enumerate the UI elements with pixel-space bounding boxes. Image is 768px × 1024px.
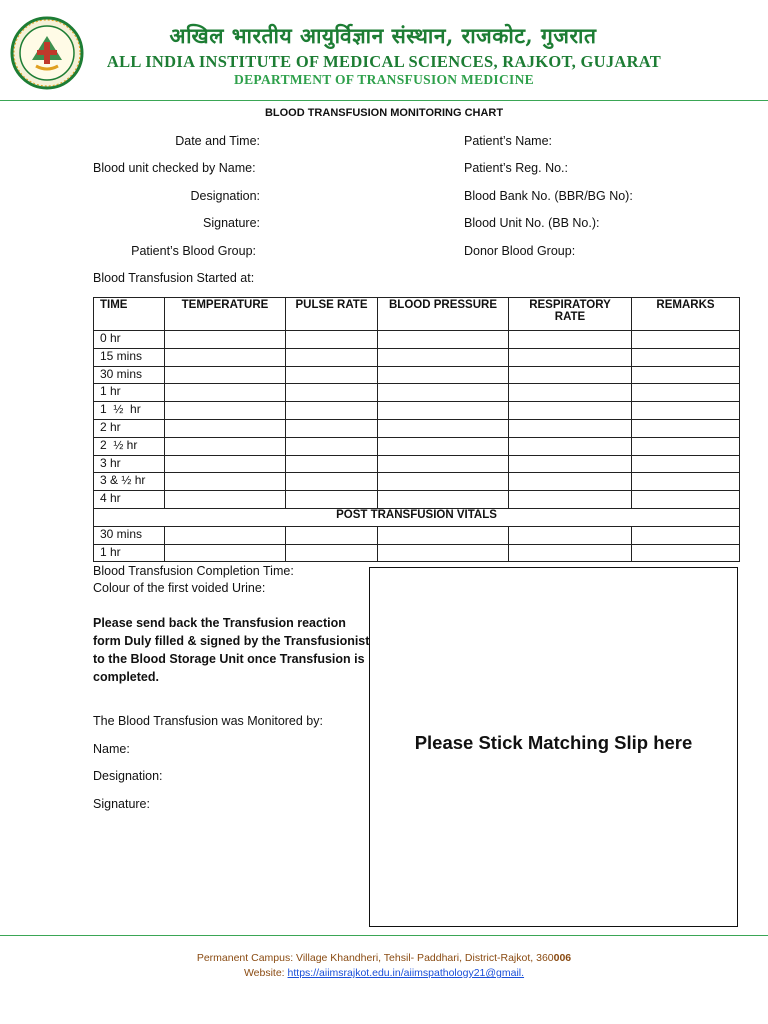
table-row xyxy=(94,366,740,384)
col-header-time: TIME xyxy=(94,298,165,331)
respiratory-cell[interactable] xyxy=(509,544,632,562)
temperature-cell[interactable] xyxy=(165,331,286,349)
time-cell: 0 hr xyxy=(94,331,165,349)
vitals-table xyxy=(93,297,740,562)
website-label: Website: xyxy=(243,967,288,979)
website-line xyxy=(0,967,768,979)
time-cell: 1 hr xyxy=(94,544,165,562)
table-row xyxy=(94,331,740,349)
bp-cell[interactable] xyxy=(378,544,509,562)
patient-blood-group-label: Patient’s Blood Group: xyxy=(131,244,256,258)
respiratory-cell[interactable] xyxy=(509,402,632,420)
urine-colour-label: Colour of the first voided Urine: xyxy=(93,581,266,595)
time-cell: 1 ½ hr xyxy=(94,402,165,420)
campus-address-text: Permanent Campus: Village Khandheri, Tehsil- Paddhari, District-Rajkot, 360 xyxy=(196,952,554,964)
respiratory-cell[interactable] xyxy=(509,419,632,437)
pulse-cell[interactable] xyxy=(286,419,378,437)
table-header-row xyxy=(94,298,740,331)
respiratory-cell[interactable] xyxy=(509,366,632,384)
bp-cell[interactable] xyxy=(378,331,509,349)
institute-title: ALL INDIA INSTITUTE OF MEDICAL SCIENCES, RAJKOT, GUJARAT xyxy=(106,52,662,71)
pulse-cell[interactable] xyxy=(286,491,378,509)
pulse-cell[interactable] xyxy=(286,526,378,544)
remarks-cell[interactable] xyxy=(632,544,740,562)
col-header-blood-pressure: BLOOD PRESSURE xyxy=(378,298,509,331)
remarks-cell[interactable] xyxy=(632,348,740,366)
temperature-cell[interactable] xyxy=(165,348,286,366)
time-cell: 30 mins xyxy=(94,366,165,384)
bp-cell[interactable] xyxy=(378,419,509,437)
respiratory-cell[interactable] xyxy=(509,437,632,455)
time-cell: 2 hr xyxy=(94,419,165,437)
col-header-temperature: TEMPERATURE xyxy=(165,298,286,331)
temperature-cell[interactable] xyxy=(165,419,286,437)
table-row xyxy=(94,544,740,562)
temperature-cell[interactable] xyxy=(165,455,286,473)
time-cell: 1 hr xyxy=(94,384,165,402)
patient-reg-label: Patient’s Reg. No.: xyxy=(464,161,568,175)
table-row xyxy=(94,526,740,544)
remarks-cell[interactable] xyxy=(632,526,740,544)
blood-unit-no-label: Blood Unit No. (BB No.): xyxy=(464,216,600,230)
table-row xyxy=(94,473,740,491)
return-form-note: Please send back the Transfusion reaction form Duly filled & signed by the Transfusionist to the Blood Storage Unit once Transfusion is completed. xyxy=(93,616,370,684)
bp-cell[interactable] xyxy=(378,455,509,473)
website-link[interactable]: https://aiimsrajkot.edu.in/aiimspathology21@gmail. xyxy=(287,967,525,979)
monitor-name-label: Name: xyxy=(93,742,130,756)
remarks-cell[interactable] xyxy=(632,419,740,437)
date-time-label: Date and Time: xyxy=(175,134,260,148)
bp-cell[interactable] xyxy=(378,491,509,509)
footer-divider xyxy=(0,935,768,936)
temperature-cell[interactable] xyxy=(165,491,286,509)
time-cell: 30 mins xyxy=(94,526,165,544)
post-transfusion-header-row xyxy=(94,508,740,526)
time-cell: 3 & ½ hr xyxy=(94,473,165,491)
table-row xyxy=(94,455,740,473)
hindi-title: अखिल भारतीय आयुर्विज्ञान संस्थान, राजकोट, गुजरात xyxy=(169,23,597,48)
bp-cell[interactable] xyxy=(378,384,509,402)
remarks-cell[interactable] xyxy=(632,331,740,349)
donor-blood-group-label: Donor Blood Group: xyxy=(464,244,576,258)
bp-cell[interactable] xyxy=(378,402,509,420)
respiratory-cell[interactable] xyxy=(509,384,632,402)
time-cell: 3 hr xyxy=(94,455,165,473)
temperature-cell[interactable] xyxy=(165,366,286,384)
pulse-cell[interactable] xyxy=(286,366,378,384)
blood-bank-no-label: Blood Bank No. (BBR/BG No): xyxy=(464,189,633,203)
pulse-cell[interactable] xyxy=(286,473,378,491)
pulse-cell[interactable] xyxy=(286,544,378,562)
slip-instruction: Please Stick Matching Slip here xyxy=(414,732,693,753)
pulse-cell[interactable] xyxy=(286,348,378,366)
remarks-cell[interactable] xyxy=(632,455,740,473)
col-header-pulse-rate: PULSE RATE xyxy=(286,298,378,331)
pulse-cell[interactable] xyxy=(286,402,378,420)
temperature-cell[interactable] xyxy=(165,437,286,455)
checked-by-label: Blood unit checked by Name: xyxy=(93,161,256,175)
remarks-cell[interactable] xyxy=(632,491,740,509)
campus-address xyxy=(0,952,768,964)
respiratory-cell[interactable] xyxy=(509,331,632,349)
bp-cell[interactable] xyxy=(378,473,509,491)
pulse-cell[interactable] xyxy=(286,384,378,402)
bp-cell[interactable] xyxy=(378,348,509,366)
respiratory-cell[interactable] xyxy=(509,473,632,491)
monitored-by-label: The Blood Transfusion was Monitored by: xyxy=(93,714,323,728)
transfusion-started-label: Blood Transfusion Started at: xyxy=(93,271,255,285)
table-row xyxy=(94,402,740,420)
monitor-designation-label: Designation: xyxy=(93,769,163,783)
campus-pincode: 006 xyxy=(553,952,572,964)
aiims-logo-icon xyxy=(10,16,84,90)
signature-label: Signature: xyxy=(203,216,260,230)
time-cell: 2 ½ hr xyxy=(94,437,165,455)
time-cell: 15 mins xyxy=(94,348,165,366)
temperature-cell[interactable] xyxy=(165,544,286,562)
table-row xyxy=(94,348,740,366)
remarks-cell[interactable] xyxy=(632,437,740,455)
respiratory-cell[interactable] xyxy=(509,348,632,366)
table-row xyxy=(94,384,740,402)
table-row xyxy=(94,437,740,455)
remarks-cell[interactable] xyxy=(632,402,740,420)
department-title: DEPARTMENT OF TRANSFUSION MEDICINE xyxy=(234,72,534,87)
temperature-cell[interactable] xyxy=(165,526,286,544)
table-row xyxy=(94,491,740,509)
respiratory-cell[interactable] xyxy=(509,526,632,544)
col-header-respiratory-rate: RESPIRATORY RATE xyxy=(509,298,632,331)
chart-title: BLOOD TRANSFUSION MONITORING CHART xyxy=(264,107,504,119)
remarks-cell[interactable] xyxy=(632,473,740,491)
pulse-cell[interactable] xyxy=(286,455,378,473)
designation-label: Designation: xyxy=(190,189,260,203)
remarks-cell[interactable] xyxy=(632,384,740,402)
temperature-cell[interactable] xyxy=(165,402,286,420)
patient-name-label: Patient’s Name: xyxy=(464,134,553,148)
header-divider xyxy=(0,100,768,101)
completion-time-label: Blood Transfusion Completion Time: xyxy=(93,564,294,578)
pulse-cell[interactable] xyxy=(286,331,378,349)
respiratory-cell[interactable] xyxy=(509,455,632,473)
bp-cell[interactable] xyxy=(378,437,509,455)
temperature-cell[interactable] xyxy=(165,384,286,402)
remarks-cell[interactable] xyxy=(632,366,740,384)
pulse-cell[interactable] xyxy=(286,437,378,455)
bp-cell[interactable] xyxy=(378,366,509,384)
time-cell: 4 hr xyxy=(94,491,165,509)
monitor-signature-label: Signature: xyxy=(93,797,150,811)
temperature-cell[interactable] xyxy=(165,473,286,491)
respiratory-cell[interactable] xyxy=(509,491,632,509)
bp-cell[interactable] xyxy=(378,526,509,544)
table-row xyxy=(94,419,740,437)
matching-slip-box xyxy=(369,567,738,927)
col-header-remarks: REMARKS xyxy=(632,298,740,331)
post-transfusion-title: POST TRANSFUSION VITALS xyxy=(94,508,740,526)
